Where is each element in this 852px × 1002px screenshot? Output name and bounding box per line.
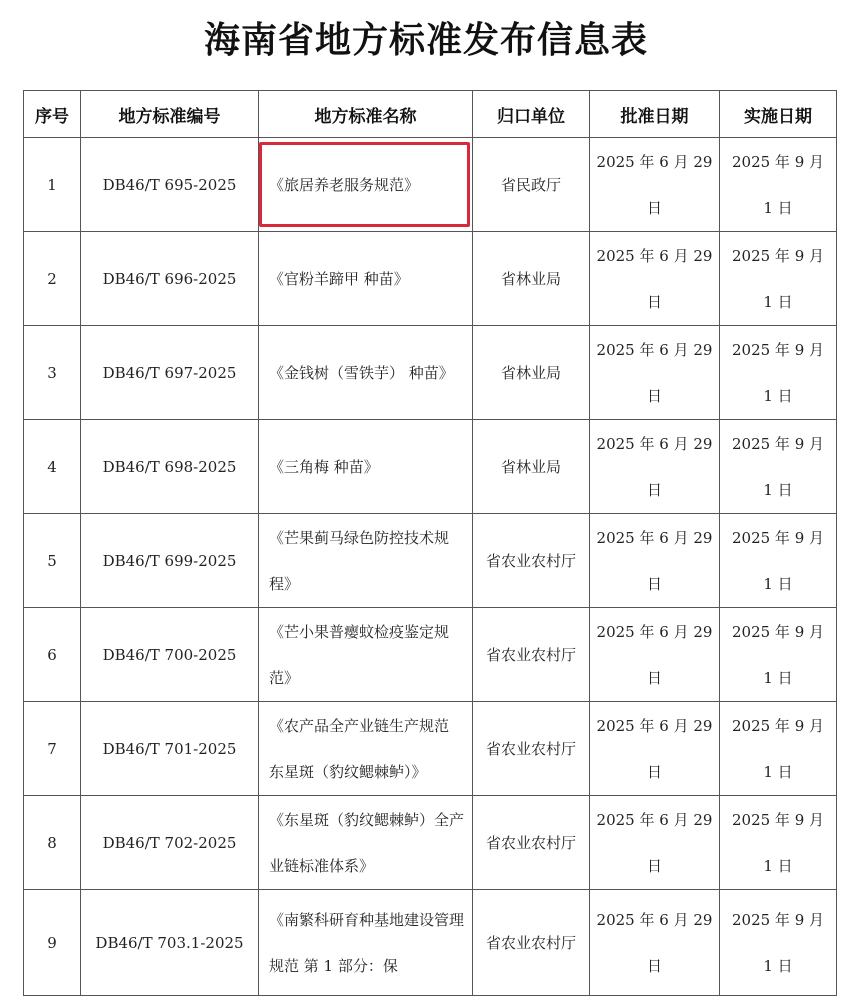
table-row bbox=[24, 232, 837, 326]
approve-date-cell bbox=[590, 608, 720, 702]
row-number-cell bbox=[24, 514, 81, 608]
standard-code: DB46/T 696-2025 bbox=[102, 269, 237, 288]
row-number-cell bbox=[24, 890, 81, 996]
col-header-approve-date: 批准日期 bbox=[590, 91, 720, 138]
responsible-unit-cell bbox=[473, 138, 590, 232]
standard-code-cell bbox=[81, 514, 259, 608]
row-number: 4 bbox=[47, 457, 57, 476]
row-number-cell bbox=[24, 232, 81, 326]
standard-name-cell bbox=[259, 796, 473, 890]
approve-date: 2025 年 6 月 29 日 bbox=[596, 246, 713, 311]
responsible-unit-cell bbox=[473, 608, 590, 702]
table-row bbox=[24, 796, 837, 890]
implement-date: 2025 年 9 月 1 日 bbox=[731, 434, 825, 499]
standard-code-cell bbox=[81, 326, 259, 420]
implement-date-cell bbox=[720, 702, 837, 796]
responsible-unit-cell bbox=[473, 514, 590, 608]
standard-name-cell bbox=[259, 514, 473, 608]
row-number: 8 bbox=[47, 833, 57, 852]
table-row bbox=[24, 702, 837, 796]
responsible-unit: 省民政厅 bbox=[500, 175, 561, 194]
standard-code-cell bbox=[81, 608, 259, 702]
table-row bbox=[24, 608, 837, 702]
row-number-cell bbox=[24, 608, 81, 702]
row-number: 1 bbox=[47, 175, 57, 194]
standard-name-cell bbox=[259, 326, 473, 420]
approve-date: 2025 年 6 月 29 日 bbox=[596, 716, 713, 781]
implement-date: 2025 年 9 月 1 日 bbox=[731, 246, 825, 311]
responsible-unit-cell bbox=[473, 420, 590, 514]
standard-code: DB46/T 702-2025 bbox=[102, 833, 237, 852]
implement-date: 2025 年 9 月 1 日 bbox=[731, 716, 825, 781]
standard-name-cell bbox=[259, 420, 473, 514]
col-header-name: 地方标准名称 bbox=[259, 91, 473, 138]
standard-name: 《芒小果普瘿蚊检疫鉴定规范》 bbox=[269, 622, 450, 687]
responsible-unit: 省农业农村厅 bbox=[485, 833, 576, 852]
approve-date-cell bbox=[590, 326, 720, 420]
table-header-row bbox=[24, 91, 837, 138]
implement-date: 2025 年 9 月 1 日 bbox=[731, 622, 825, 687]
responsible-unit: 省农业农村厅 bbox=[485, 933, 576, 952]
col-header-implement-date: 实施日期 bbox=[720, 91, 837, 138]
approve-date-cell bbox=[590, 232, 720, 326]
approve-date-cell bbox=[590, 796, 720, 890]
standard-name-cell bbox=[259, 890, 473, 996]
table-row bbox=[24, 514, 837, 608]
approve-date-cell bbox=[590, 702, 720, 796]
standard-name-cell bbox=[259, 608, 473, 702]
standard-code: DB46/T 699-2025 bbox=[102, 551, 237, 570]
approve-date: 2025 年 6 月 29 日 bbox=[596, 622, 713, 687]
approve-date-cell bbox=[590, 514, 720, 608]
standard-code-cell bbox=[81, 796, 259, 890]
approve-date: 2025 年 6 月 29 日 bbox=[596, 528, 713, 593]
responsible-unit: 省农业农村厅 bbox=[485, 645, 576, 664]
responsible-unit: 省林业局 bbox=[500, 457, 561, 476]
responsible-unit: 省林业局 bbox=[500, 363, 561, 382]
responsible-unit-cell bbox=[473, 890, 590, 996]
standard-name: 《官粉羊蹄甲 种苗》 bbox=[269, 269, 409, 288]
implement-date-cell bbox=[720, 420, 837, 514]
row-number: 7 bbox=[47, 739, 57, 758]
standard-code-cell bbox=[81, 702, 259, 796]
row-number: 9 bbox=[47, 933, 57, 952]
standard-code: DB46/T 701-2025 bbox=[102, 739, 237, 758]
implement-date: 2025 年 9 月 1 日 bbox=[731, 810, 825, 875]
responsible-unit-cell bbox=[473, 232, 590, 326]
implement-date-cell bbox=[720, 232, 837, 326]
col-header-unit: 归口单位 bbox=[473, 91, 590, 138]
standard-code: DB46/T 698-2025 bbox=[102, 457, 237, 476]
col-header-no: 序号 bbox=[24, 91, 81, 138]
standard-name-cell bbox=[259, 232, 473, 326]
implement-date: 2025 年 9 月 1 日 bbox=[731, 340, 825, 405]
implement-date: 2025 年 9 月 1 日 bbox=[731, 910, 825, 975]
responsible-unit-cell bbox=[473, 796, 590, 890]
approve-date: 2025 年 6 月 29 日 bbox=[596, 152, 713, 217]
implement-date-cell bbox=[720, 890, 837, 996]
standard-code-cell bbox=[81, 232, 259, 326]
standard-name: 《旅居养老服务规范》 bbox=[269, 175, 420, 194]
implement-date-cell bbox=[720, 514, 837, 608]
approve-date: 2025 年 6 月 29 日 bbox=[596, 910, 713, 975]
implement-date-cell bbox=[720, 608, 837, 702]
standard-code: DB46/T 695-2025 bbox=[102, 175, 237, 194]
row-number-cell bbox=[24, 326, 81, 420]
responsible-unit-cell bbox=[473, 326, 590, 420]
standard-name: 《南繁科研育种基地建设管理规范 第 1 部分：保 bbox=[269, 910, 465, 975]
standards-table bbox=[23, 90, 837, 996]
row-number-cell bbox=[24, 702, 81, 796]
implement-date: 2025 年 9 月 1 日 bbox=[731, 528, 825, 593]
table-row bbox=[24, 326, 837, 420]
row-number-cell bbox=[24, 796, 81, 890]
implement-date-cell bbox=[720, 796, 837, 890]
implement-date: 2025 年 9 月 1 日 bbox=[731, 152, 825, 217]
implement-date-cell bbox=[720, 138, 837, 232]
standard-code-cell bbox=[81, 138, 259, 232]
implement-date-cell bbox=[720, 326, 837, 420]
standard-code: DB46/T 700-2025 bbox=[102, 645, 237, 664]
table-row bbox=[24, 420, 837, 514]
row-number-cell bbox=[24, 420, 81, 514]
row-number: 6 bbox=[47, 645, 57, 664]
row-number: 3 bbox=[47, 363, 57, 382]
row-number: 2 bbox=[47, 269, 57, 288]
standard-code: DB46/T 703.1-2025 bbox=[95, 933, 244, 952]
table-row bbox=[24, 138, 837, 232]
standard-name: 《芒果蓟马绿色防控技术规程》 bbox=[269, 528, 450, 593]
responsible-unit-cell bbox=[473, 702, 590, 796]
approve-date: 2025 年 6 月 29 日 bbox=[596, 810, 713, 875]
standard-name: 《金钱树（雪铁芋） 种苗》 bbox=[269, 363, 454, 382]
highlighted-standard-name-cell bbox=[259, 138, 473, 232]
page-title: 海南省地方标准发布信息表 bbox=[203, 20, 648, 61]
approve-date-cell bbox=[590, 420, 720, 514]
standard-name: 《农产品全产业链生产规范 东星斑（豹纹鳃棘鲈）》 bbox=[269, 716, 450, 781]
approve-date: 2025 年 6 月 29 日 bbox=[596, 340, 713, 405]
responsible-unit: 省农业农村厅 bbox=[485, 739, 576, 758]
standard-code-cell bbox=[81, 890, 259, 996]
standard-code: DB46/T 697-2025 bbox=[102, 363, 237, 382]
standard-code-cell bbox=[81, 420, 259, 514]
col-header-code: 地方标准编号 bbox=[81, 91, 259, 138]
responsible-unit: 省农业农村厅 bbox=[485, 551, 576, 570]
approve-date-cell bbox=[590, 890, 720, 996]
row-number: 5 bbox=[47, 551, 57, 570]
table-row bbox=[24, 890, 837, 996]
responsible-unit: 省林业局 bbox=[500, 269, 561, 288]
row-number-cell bbox=[24, 138, 81, 232]
approve-date: 2025 年 6 月 29 日 bbox=[596, 434, 713, 499]
standard-name-cell bbox=[259, 702, 473, 796]
standard-name: 《东星斑（豹纹鳃棘鲈）全产业链标准体系》 bbox=[269, 810, 465, 875]
standard-name: 《三角梅 种苗》 bbox=[269, 457, 379, 476]
approve-date-cell bbox=[590, 138, 720, 232]
